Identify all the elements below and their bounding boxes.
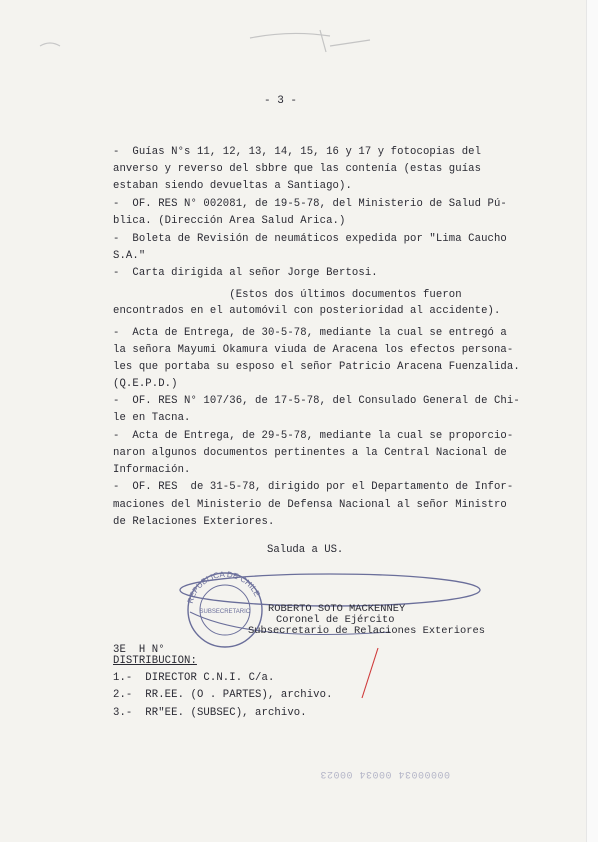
body-line: anverso y reverso del sbbre que las contenía (estas guías [113, 163, 482, 175]
body-line: la señora Mayumi Okamura viuda de Aracena los efectos persona- [113, 344, 514, 356]
body-line: encontrados en el automóvil con posterioridad al accidente). [113, 305, 501, 317]
distribution-item: 1.- DIRECTOR C.N.I. C/a. [113, 672, 275, 684]
body-line: estaban siendo devueltas a Santiago). [113, 180, 352, 192]
seal-outer-text: REPUBLICA DE CHILE [185, 569, 262, 605]
body-line: - Guías N°s 11, 12, 13, 14, 15, 16 y 17 y fotocopias del [113, 146, 482, 158]
distribution-item: 2.- RR.EE. (O . PARTES), archivo. [113, 689, 333, 701]
body-line: blica. (Dirección Area Salud Arica.) [113, 215, 346, 227]
body-line: (Q.E.P.D.) [113, 378, 178, 390]
signatory-title: Subsecretario de Relaciones Exteriores [248, 625, 485, 637]
body-line: (Estos dos últimos documentos fueron [113, 289, 462, 301]
distribution-item: 3.- RR"EE. (SUBSEC), archivo. [113, 707, 307, 719]
body-line: de Relaciones Exteriores. [113, 516, 275, 528]
body-line: naron algunos documentos pertinentes a la Central Nacional de [113, 447, 507, 459]
body-line: - OF. RES de 31-5-78, dirigido por el Departamento de Infor- [113, 481, 514, 493]
body-line: Información. [113, 464, 191, 476]
bleed-through-number: 00000034 00034 00023 [320, 768, 451, 779]
body-line: les que portaba su esposo el señor Patricio Aracena Fuenzalida. [113, 361, 520, 373]
red-pen-mark [362, 648, 378, 698]
body-line: le en Tacna. [113, 412, 191, 424]
body-line: - Acta de Entrega, de 30-5-78, mediante la cual se entregó a [113, 327, 507, 339]
body-line: - OF. RES N° 002081, de 19-5-78, del Ministerio de Salud Pú- [113, 198, 507, 210]
svg-text:REPUBLICA DE CHILE [186, 570, 262, 605]
seal-inner-text: SUBSECRETARIO [199, 609, 251, 615]
signatory-rank: Coronel de Ejército [276, 614, 395, 626]
reference-code: 3E H N° [113, 644, 165, 656]
body-line: - Acta de Entrega, de 29-5-78, mediante la cual se proporcio- [113, 430, 514, 442]
signatory-name: ROBERTO SOTO MACKENNEY [268, 603, 406, 615]
body-line: - Boleta de Revisión de neumáticos expedida por "Lima Caucho [113, 233, 507, 245]
distribution-heading: DISTRIBUCION: [113, 655, 197, 667]
page-number: - 3 - [264, 95, 298, 107]
closing-salutation: Saluda a US. [267, 544, 344, 556]
body-line: - Carta dirigida al señor Jorge Bertosi. [113, 267, 378, 279]
body-line: S.A." [113, 250, 146, 262]
body-line: - OF. RES N° 107/36, de 17-5-78, del Consulado General de Chi- [113, 395, 520, 407]
page-edge [586, 0, 598, 842]
body-line: maciones del Ministerio de Defensa Nacional al señor Ministro [113, 499, 507, 511]
